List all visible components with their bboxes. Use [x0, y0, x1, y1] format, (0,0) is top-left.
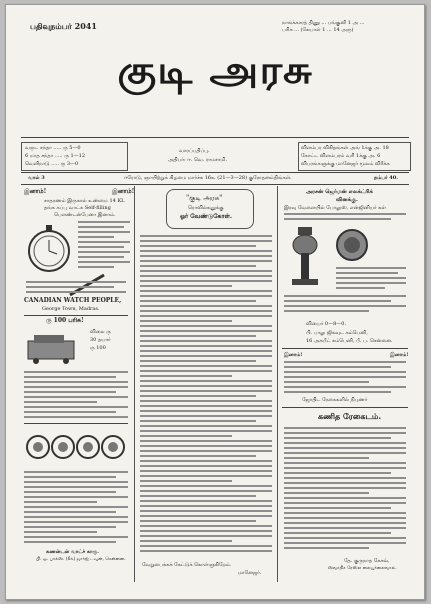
center-footer-signature: மானேஜர்.	[238, 570, 262, 576]
signature-line-2: ஸ்வாதிச ரேஸ்ல லையுர்லைவால்.	[328, 566, 397, 571]
volume-number: வால் 3	[28, 175, 45, 181]
ad-rate-line: கோட்ட விளம்பரம் வரி 1க்கு அ. 6	[301, 153, 381, 159]
subscription-row: வருட சந்தா ..... ரு 5—0	[25, 145, 81, 151]
left-ad-heading-right: இனாம்!	[112, 188, 135, 195]
issue-date: ஈரோடு, ஞாயிற்றுக் கிழமை மார்ச்சு 16உ (21—3—28) குரோதனம்திங்கள்.	[124, 175, 292, 181]
ad-rate-line: விபரங்களுக்கு மானேஜர் மூலம் விரீக்க	[301, 161, 390, 167]
subscription-row: வெளிநாடு ..... ரு 3—0	[25, 161, 79, 167]
center-banner-line-3: ஓர் வேண்டுகோள்.	[180, 213, 232, 220]
right-ad2-heading: இனாம்!	[284, 352, 303, 358]
right-ad-body-3	[284, 295, 406, 315]
newspaper-page	[5, 4, 425, 600]
watch-company-name: CANADIAN WATCH PEOPLE,	[24, 297, 122, 304]
publisher-name: அதிபர்: ஈ. வெ. ராமசாமி.	[168, 157, 227, 163]
price-line: ரு 100	[90, 345, 106, 351]
right-ad2-body	[284, 361, 406, 396]
right-highlight: ஜோதிட ரேகைகளில் நிபுணர்	[302, 397, 368, 403]
right-divider	[282, 407, 408, 408]
issue-number: நம்பர் 40.	[374, 175, 399, 181]
watches-row-illustration	[24, 430, 128, 464]
price-line: 30 தயார்	[90, 337, 111, 343]
center-banner-line-1: "குடி அரசு"	[186, 194, 223, 202]
left-ad-text: பௌண்டன்பேனா இனாம்.	[54, 212, 116, 218]
subscription-row: 6 மாத சந்தா ..... ரு 1—12	[25, 153, 86, 159]
left-ad3-body	[24, 471, 128, 546]
column-rule-right	[277, 186, 278, 582]
right-section-body	[284, 427, 406, 552]
center-footer-text: வேறுபைக்கக் கேட்டுக் கொள்ளுகிறேம்.	[142, 562, 232, 568]
center-banner-line-2: ரொவில்கனுக்கு	[188, 205, 224, 211]
dateline-rule-bottom	[21, 184, 409, 185]
left-footer-heading: கணன்டன் வாட்ச் காரு.	[46, 549, 100, 555]
center-article-body	[140, 235, 272, 555]
left-ad2-heading: ரு 100 பரிசு!	[46, 317, 84, 324]
lamp-illustration	[284, 223, 330, 291]
left-divider	[24, 315, 128, 316]
left-ad-body-2	[26, 281, 126, 296]
left-ad-heading: இனாம்!	[24, 188, 47, 195]
watch-company-address: George Town, Madras.	[42, 306, 100, 312]
left-divider	[24, 423, 128, 424]
machine-illustration	[24, 327, 80, 367]
right-ad-heading-2: வினக்கு.	[336, 197, 358, 203]
ad-rate-line: விளம்பர விகிதங்கள் அங் 1க்கு அ. 18	[301, 145, 389, 151]
dateline-rule-top	[21, 172, 409, 173]
right-ad-heading: அரசன் ஜெர்மன் எலக்ட்ரிக்	[306, 189, 373, 195]
watch-illustration	[24, 221, 74, 277]
right-address: பி. பாலு ஜிகவுட கம்பெனி,	[306, 330, 368, 336]
signature-line: தே. குருநாத கேசவ்,	[344, 558, 390, 564]
left-footer-line: பி. ஓ. பாக்ஸ். (6க்) ஜார்ஜ் டவுன், சென்னை.	[36, 557, 126, 562]
right-price-line: வியைர் 0—8—0.	[306, 321, 347, 327]
left-ad-body	[78, 221, 130, 271]
right-ad-body-2	[336, 267, 406, 292]
right-divider	[282, 348, 408, 349]
left-ad-text: தங்க கப்பு வாட்சு Self-filling	[44, 205, 111, 211]
masthead-title: குடி அரசு	[117, 48, 313, 93]
column-rule-left	[134, 186, 135, 582]
right-address-2: 16 அசுபீட் கம்பெனி, பீ. ப. சென்னை.	[306, 338, 393, 344]
left-ad2-body	[24, 371, 128, 421]
header-date-line-1: நாங்க்காரத் திணு ... பங்குனி 1 அ ...	[282, 20, 365, 26]
left-ad-text: சாதரணம் இருகால் உண்மை 14 KL	[44, 198, 125, 204]
registration-number: பதிவுநம்பர் 2041	[30, 21, 97, 31]
publication-frequency: வாரப்பதிப்பு.	[179, 148, 210, 154]
right-ad2-heading-right: இனாம்!	[390, 352, 409, 358]
header-date-line-2: பரிசு ... (கேயாள் 1 ... 14 அரு)	[282, 27, 354, 33]
section-title: கணித ரேகைடம்.	[318, 411, 382, 421]
right-ad-body	[284, 213, 406, 223]
price-line: விலை ரு	[90, 329, 111, 335]
header-rule	[21, 137, 409, 138]
lamp-round-illustration	[334, 227, 370, 263]
right-ad-para: இரவு வேளையில் போலுஸ், என்ஜினியர் கள்	[284, 205, 386, 211]
